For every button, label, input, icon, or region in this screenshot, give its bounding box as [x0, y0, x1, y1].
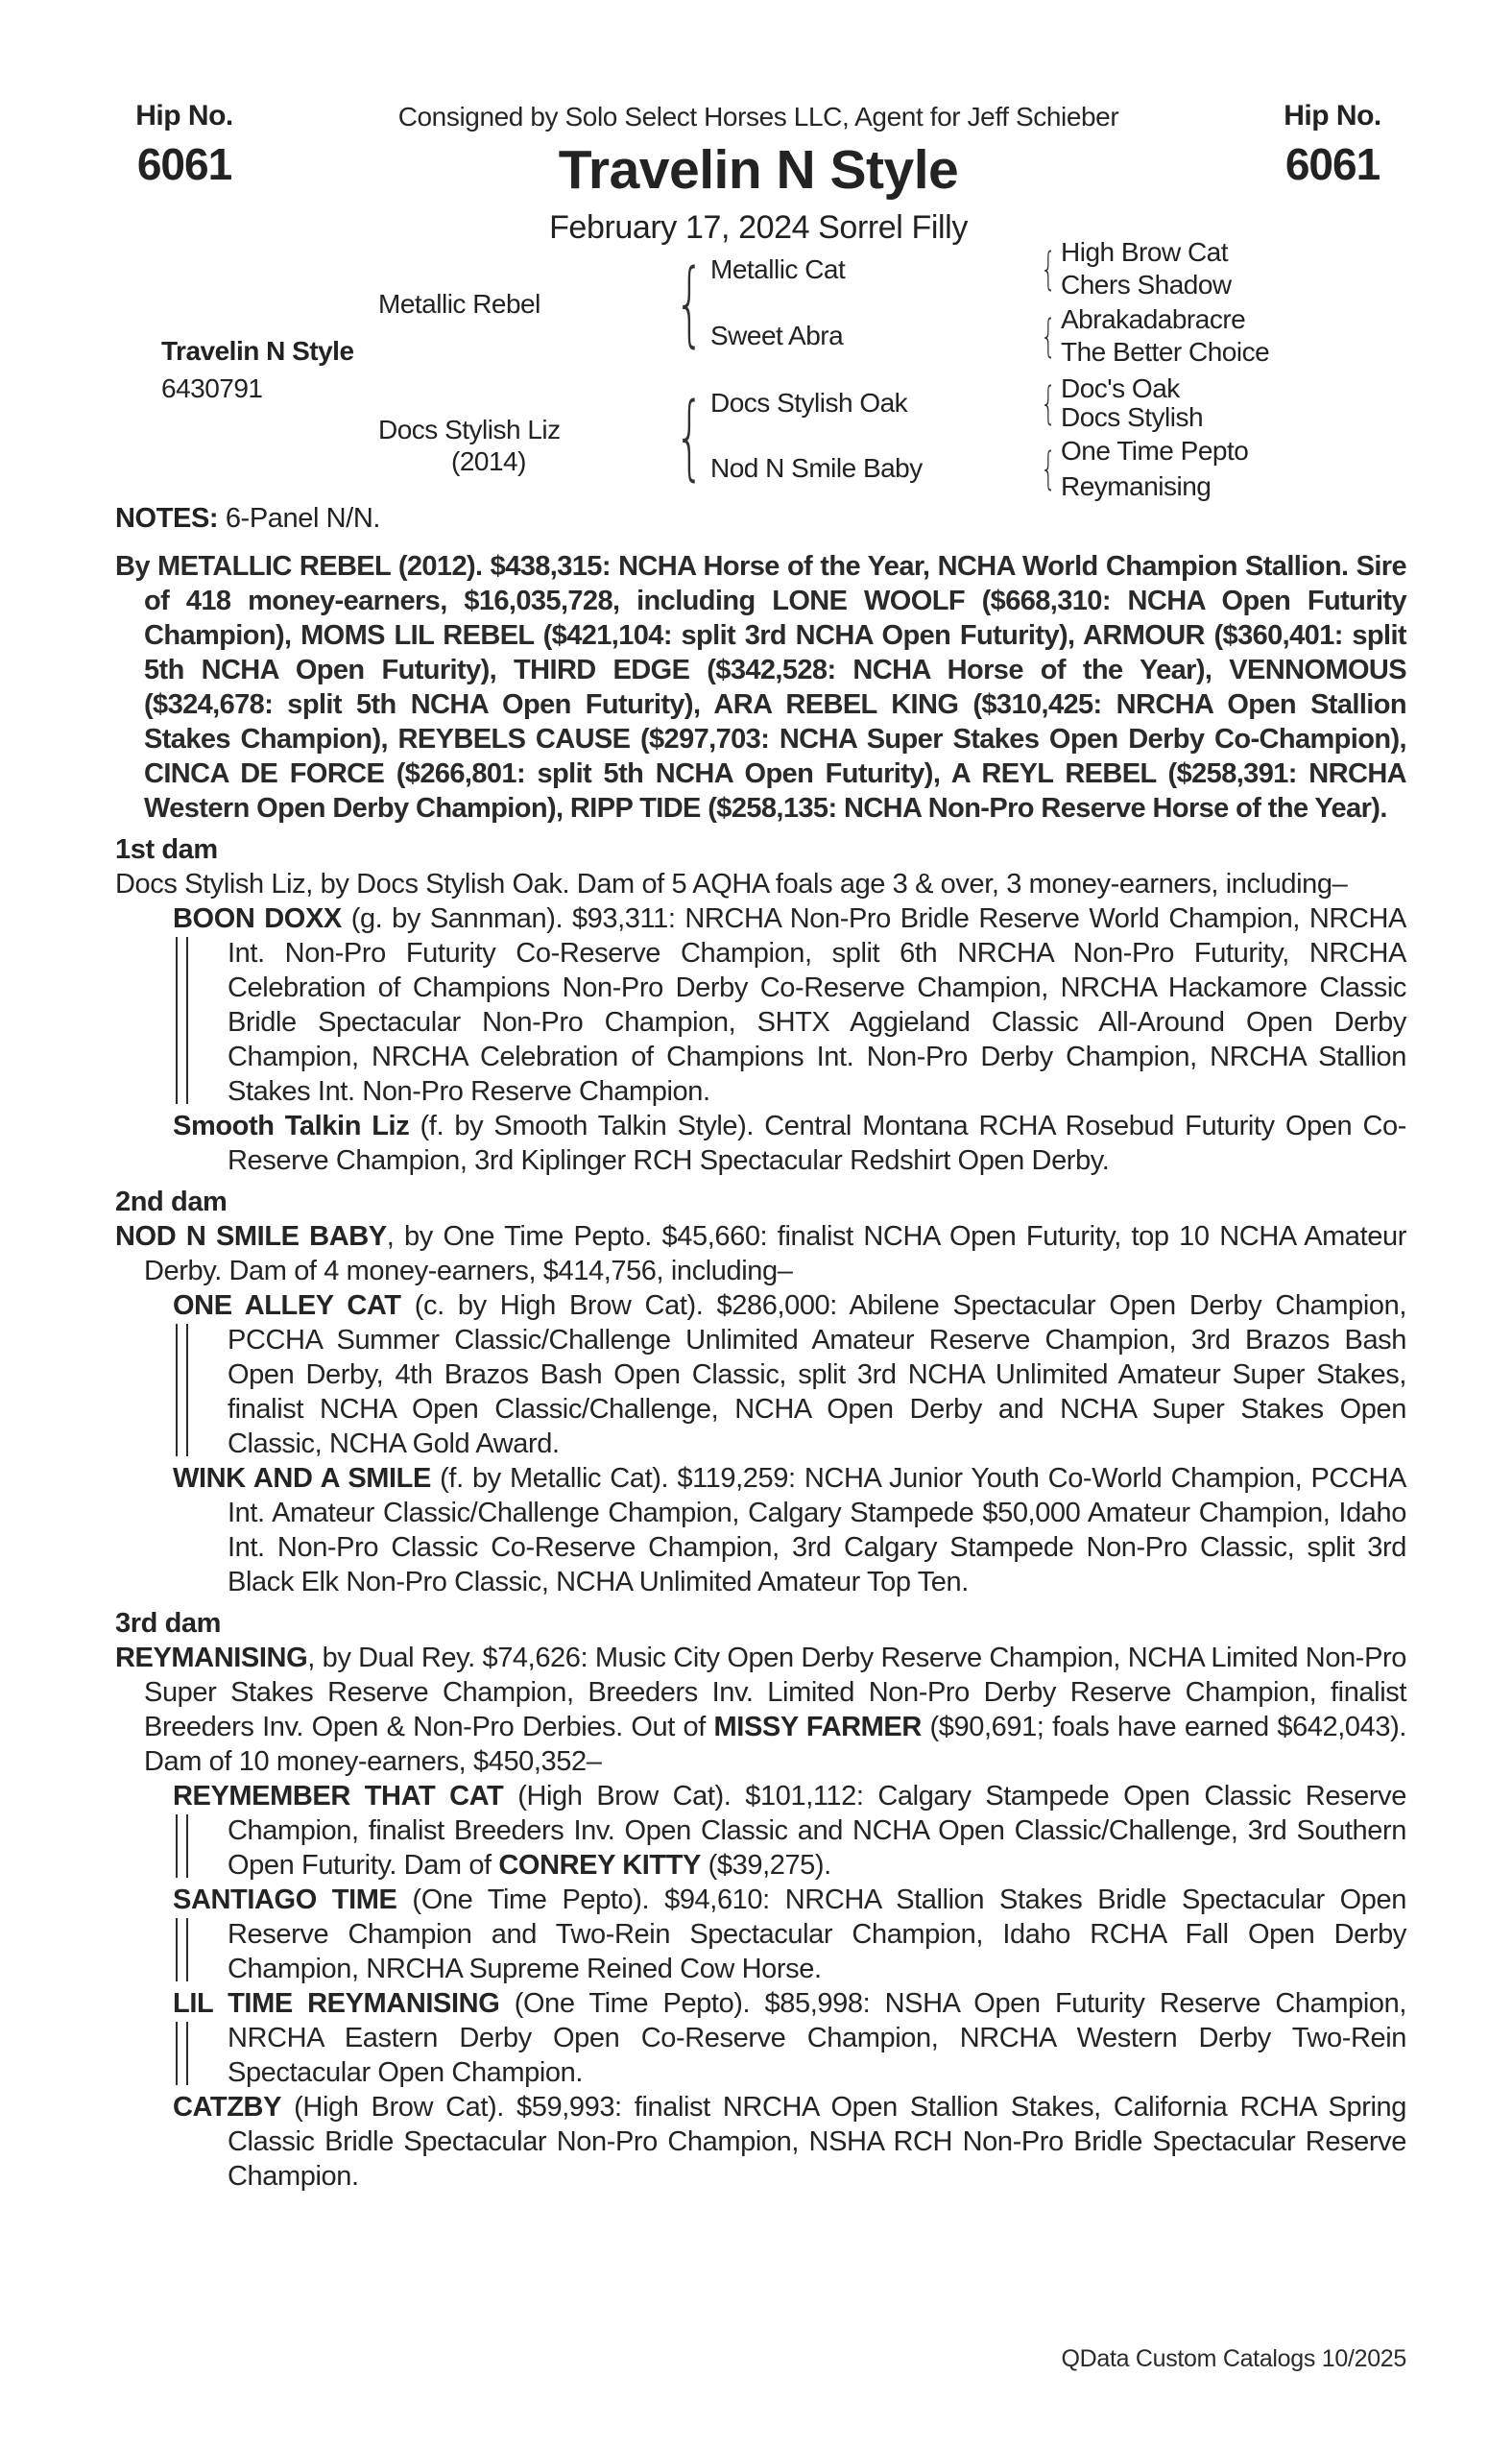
hip-number-left: 6061 [136, 139, 232, 189]
pedigree-gen3-8: Reymanising [1061, 471, 1212, 501]
pedigree-paternal-grandsire: Metallic Cat [710, 254, 846, 284]
hip-number-right: 6061 [1284, 139, 1380, 189]
entry-santiago-time: SANTIAGO TIME (One Time Pepto). $94,610: NRCHA Stallion Stakes Bridle Spectacular Open Reserve Champion and Two-Rein Spectacular Champion, Idaho RCHA Fall Open Derby Champion, NRCHA Supreme Reined Cow Horse. [173, 1884, 1406, 1984]
produce-record-bars [176, 1814, 188, 1878]
pedigree-gen3-7: One Time Pepto [1061, 436, 1249, 466]
entry-one-alley-cat: ONE ALLEY CAT (c. by High Brow Cat). $286,000: Abilene Spectacular Open Derby Champion, PCCHA Summer Classic/Challenge Unlimited Amateur Reserve Champion, 3rd Brazos Bash Open Derby, 4th Brazos Bash Open Classic, split 3rd NCHA Unlimited Amateur Super Stakes, finalist NCHA Open Classic/Challenge, NCHA Open Derby and NCHA Super Stakes Open Classic, NCHA Gold Award. [173, 1290, 1406, 1459]
pedigree-dam: Docs Stylish Liz [378, 415, 561, 444]
entry-catzby: CATZBY (High Brow Cat). $59,993: finalist NRCHA Open Stallion Stakes, California RCHA Spring Classic Bridle Spectacular Non-Pro Champion, NSHA RCH Non-Pro Bridle Spectacular Reserve Champion. [173, 2092, 1406, 2192]
hip-label-left: Hip No. [135, 100, 233, 132]
second-dam-paragraph: NOD N SMILE BABY, by One Time Pepto. $45,660: finalist NCHA Open Futurity, top 10 NCHA Amateur Derby. Dam of 4 money-earners, $414,756, including– [115, 1221, 1406, 1286]
pedigree-brace-icon [1041, 314, 1056, 358]
pedigree-subject-registration: 6430791 [161, 373, 263, 403]
produce-record-bars [176, 1324, 188, 1456]
sire-summary-paragraph: By METALLIC REBEL (2012). $438,315: NCHA Horse of the Year, NCHA World Champion Stallion. Sire of 418 money-earners, $16,035,728, including LONE WOOLF ($668,310: NCHA Open Futurity Champion), MOMS LIL REBEL ($421,104: split 3rd NCHA Open Futurity), ARMOUR ($360,401: split 5th NCHA Open Futurity), THIRD EDGE ($342,528: NCHA Horse of the Year), VENNOMOUS ($324,678: split 5th NCHA Open Futurity), ARA REBEL KING ($310,425: NRCHA Open Stallion Stakes Champion), REYBELS CAUSE ($297,703: NCHA Super Stakes Open Derby Co-Champion), CINCA DE FORCE ($266,801: split 5th NCHA Open Futurity), A REYL REBEL ($258,391: NRCHA Western Open Derby Champion), RIPP TIDE ($258,135: NCHA Non-Pro Reserve Horse of the Year). [115, 551, 1406, 824]
pedigree-brace-icon [1041, 446, 1056, 491]
pedigree-gen3-4: The Better Choice [1061, 337, 1270, 367]
third-dam-heading: 3rd dam [115, 1608, 222, 1639]
notes-line [115, 503, 1406, 535]
entry-lil-time-reymanising: LIL TIME REYMANISING (One Time Pepto). $85,998: NSHA Open Futurity Reserve Champion, NRCHA Eastern Derby Open Co-Reserve Champion, NRCHA Western Derby Two-Rein Spectacular Open Champion. [173, 1988, 1406, 2088]
pedigree-maternal-grandsire: Docs Stylish Oak [710, 388, 908, 418]
horse-name-title: Travelin N Style [558, 139, 959, 201]
first-dam-heading: 1st dam [115, 834, 218, 865]
produce-record-bars [176, 937, 188, 1104]
first-dam-paragraph: Docs Stylish Liz, by Docs Stylish Oak. Dam of 5 AQHA foals age 3 & over, 3 money-earners, including– [115, 869, 1348, 900]
pedigree-brace-icon [1041, 247, 1056, 291]
second-dam-heading: 2nd dam [115, 1187, 228, 1217]
pedigree-maternal-granddam: Nod N Smile Baby [710, 453, 923, 483]
produce-record-bars [176, 2022, 188, 2085]
pedigree-subject-name: Travelin N Style [161, 336, 354, 366]
entry-boon-doxx: BOON DOXX (g. by Sannman). $93,311: NRCHA Non-Pro Bridle Reserve World Champion, NRCHA Int. Non-Pro Futurity Co-Reserve Champion, split 6th NRCHA Non-Pro Futurity, NRCHA Celebration of Champions Non-Pro Derby Co-Reserve Champion, NRCHA Hackamore Classic Bridle Spectacular Non-Pro Champion, SHTX Aggieland Classic All-Around Open Derby Champion, NRCHA Celebration of Champions Int. Non-Pro Derby Champion, NRCHA Stallion Stakes Int. Non-Pro Reserve Champion. [173, 903, 1406, 1107]
catalog-credit: QData Custom Catalogs 10/2025 [1061, 2345, 1406, 2372]
hip-label-right: Hip No. [1284, 100, 1381, 132]
pedigree-sire: Metallic Rebel [378, 289, 540, 319]
entry-smooth-talkin-liz: Smooth Talkin Liz (f. by Smooth Talkin Style). Central Montana RCHA Rosebud Futurity Open Co-Reserve Champion, 3rd Kiplinger RCH Spectacular Redshirt Open Derby. [173, 1111, 1406, 1176]
pedigree-brace-icon [675, 257, 704, 349]
pedigree-paternal-granddam: Sweet Abra [710, 321, 844, 350]
entry-reymember-that-cat: REYMEMBER THAT CAT (High Brow Cat). $101,112: Calgary Stampede Open Classic Reserve Champion, finalist Breeders Inv. Open Classic and NCHA Open Classic/Challenge, 3rd Southern Open Futurity. Dam of CONREY KITTY ($39,275). [173, 1781, 1406, 1881]
pedigree-brace-icon [675, 391, 704, 483]
pedigree-gen3-2: Chers Shadow [1061, 270, 1232, 300]
body-blocks [115, 549, 1406, 2194]
third-dam-paragraph: REYMANISING, by Dual Rey. $74,626: Music City Open Derby Reserve Champion, NCHA Limited Non-Pro Super Stakes Reserve Champion, Breeders Inv. Limited Non-Pro Derby Reserve Champion, finalist Breeders Inv. Open & Non-Pro Derbies. Out of MISSY FARMER ($90,691; foals have earned $642,043). Dam of 10 money-earners, $450,352– [115, 1643, 1407, 1777]
produce-record-bars [176, 1918, 188, 1981]
pedigree-gen3-1: High Brow Cat [1061, 237, 1229, 267]
pedigree-gen3-6: Docs Stylish [1061, 402, 1204, 432]
foal-date-color-sex: February 17, 2024 Sorrel Filly [549, 209, 968, 246]
entry-wink-and-a-smile: WINK AND A SMILE (f. by Metallic Cat). $119,259: NCHA Junior Youth Co-World Champion, PCCHA Int. Amateur Classic/Challenge Champion, Calgary Stampede $50,000 Amateur Champion, Idaho Int. Non-Pro Classic Co-Reserve Champion, 3rd Calgary Stampede Non-Pro Classic, split 3rd Black Elk Non-Pro Classic, NCHA Unlimited Amateur Top Ten. [173, 1463, 1406, 1597]
pedigree-chart [0, 0, 1512, 538]
pedigree-dam-year: (2014) [451, 446, 526, 476]
pedigree-brace-icon [1041, 381, 1056, 425]
notes-label: NOTES: [115, 503, 219, 534]
notes-text: 6-Panel N/N. [218, 503, 381, 534]
pedigree-gen3-5: Doc's Oak [1061, 373, 1180, 403]
pedigree-gen3-3: Abrakadabracre [1061, 304, 1246, 334]
consignor-line: Consigned by Solo Select Horses LLC, Agent for Jeff Schieber [397, 102, 1119, 132]
